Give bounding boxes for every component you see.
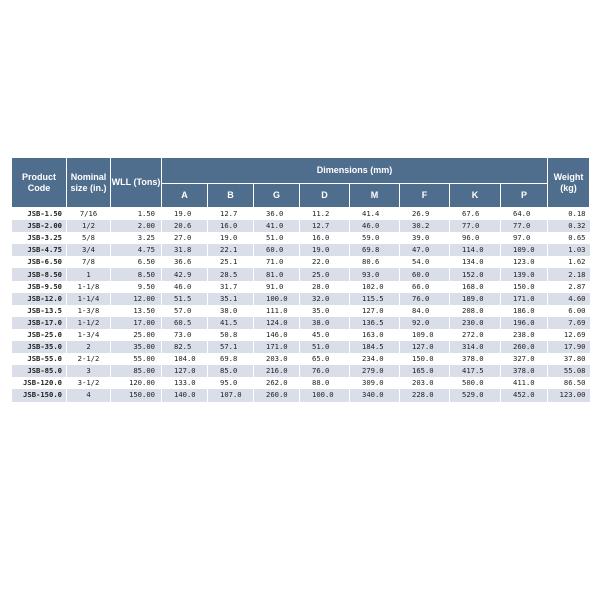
cell-dim-d: 19.0: [300, 244, 350, 256]
cell-wll: 3.25: [111, 232, 162, 244]
cell-dim-k: 114.0: [450, 244, 501, 256]
table-row: [12, 244, 590, 256]
cell-weight: 0.32: [548, 220, 590, 232]
cell-dim-b: 50.8: [208, 329, 254, 341]
header-dim-m: M: [350, 184, 400, 208]
header-product-code: Product Code: [12, 158, 67, 208]
cell-nominal-size: 3-1/2: [67, 377, 111, 389]
cell-weight: 0.65: [548, 232, 590, 244]
cell-dim-m: 234.0: [350, 353, 400, 365]
cell-dim-p: 260.0: [501, 341, 548, 353]
cell-dim-f: 47.0: [400, 244, 450, 256]
cell-wll: 17.00: [111, 317, 162, 329]
header-dim-f: F: [400, 184, 450, 208]
header-wll: WLL (Tons): [111, 158, 162, 208]
cell-dim-k: 500.0: [450, 377, 501, 389]
cell-dim-d: 45.0: [300, 329, 350, 341]
cell-dim-b: 22.1: [208, 244, 254, 256]
cell-dim-g: 41.0: [254, 220, 300, 232]
cell-nominal-size: 1-1/8: [67, 281, 111, 293]
cell-dim-p: 97.0: [501, 232, 548, 244]
cell-dim-m: 93.0: [350, 268, 400, 280]
cell-dim-b: 41.5: [208, 317, 254, 329]
cell-dim-p: 109.0: [501, 244, 548, 256]
table-row: [12, 329, 590, 341]
cell-dim-f: 165.0: [400, 365, 450, 377]
cell-dim-p: 171.0: [501, 293, 548, 305]
cell-product-code: JSB-25.0: [12, 329, 67, 341]
header-dim-b: B: [208, 184, 254, 208]
cell-dim-m: 59.0: [350, 232, 400, 244]
table-row: [12, 256, 590, 268]
table-row: [12, 389, 590, 401]
cell-nominal-size: 5/8: [67, 232, 111, 244]
cell-dim-f: 150.0: [400, 353, 450, 365]
cell-dim-b: 16.0: [208, 220, 254, 232]
cell-weight: 17.90: [548, 341, 590, 353]
cell-dim-k: 96.0: [450, 232, 501, 244]
cell-dim-a: 20.6: [162, 220, 208, 232]
cell-dim-k: 230.0: [450, 317, 501, 329]
cell-dim-p: 378.0: [501, 365, 548, 377]
cell-weight: 37.80: [548, 353, 590, 365]
cell-wll: 150.00: [111, 389, 162, 401]
cell-dim-m: 46.0: [350, 220, 400, 232]
cell-product-code: JSB-35.0: [12, 341, 67, 353]
cell-dim-m: 102.0: [350, 281, 400, 293]
cell-dim-b: 12.7: [208, 208, 254, 221]
cell-nominal-size: 2: [67, 341, 111, 353]
cell-weight: 86.50: [548, 377, 590, 389]
cell-dim-g: 51.0: [254, 232, 300, 244]
cell-dim-f: 228.0: [400, 389, 450, 401]
cell-wll: 6.50: [111, 256, 162, 268]
cell-nominal-size: 3/4: [67, 244, 111, 256]
cell-dim-k: 314.0: [450, 341, 501, 353]
cell-wll: 55.00: [111, 353, 162, 365]
cell-nominal-size: 4: [67, 389, 111, 401]
header-weight: Weight (kg): [548, 158, 590, 208]
cell-dim-k: 152.0: [450, 268, 501, 280]
cell-dim-g: 216.0: [254, 365, 300, 377]
cell-dim-d: 25.0: [300, 268, 350, 280]
cell-nominal-size: 7/8: [67, 256, 111, 268]
cell-dim-a: 82.5: [162, 341, 208, 353]
cell-dim-k: 134.0: [450, 256, 501, 268]
cell-dim-f: 127.0: [400, 341, 450, 353]
cell-weight: 6.00: [548, 305, 590, 317]
cell-dim-g: 203.0: [254, 353, 300, 365]
cell-dim-d: 76.0: [300, 365, 350, 377]
cell-dim-b: 31.7: [208, 281, 254, 293]
cell-dim-b: 95.0: [208, 377, 254, 389]
cell-dim-d: 16.0: [300, 232, 350, 244]
cell-nominal-size: 1: [67, 268, 111, 280]
cell-dim-a: 104.0: [162, 353, 208, 365]
table-row: [12, 208, 590, 221]
cell-dim-k: 272.0: [450, 329, 501, 341]
cell-dim-a: 57.0: [162, 305, 208, 317]
cell-weight: 2.87: [548, 281, 590, 293]
cell-dim-p: 139.0: [501, 268, 548, 280]
cell-dim-m: 80.6: [350, 256, 400, 268]
cell-wll: 25.00: [111, 329, 162, 341]
cell-wll: 9.50: [111, 281, 162, 293]
header-dimensions: Dimensions (mm): [162, 158, 548, 184]
cell-dim-b: 25.1: [208, 256, 254, 268]
specification-table-container: [11, 157, 589, 402]
cell-dim-a: 60.5: [162, 317, 208, 329]
table-row: [12, 353, 590, 365]
cell-dim-g: 60.0: [254, 244, 300, 256]
cell-product-code: JSB-3.25: [12, 232, 67, 244]
cell-dim-m: 309.0: [350, 377, 400, 389]
cell-wll: 120.00: [111, 377, 162, 389]
cell-dim-k: 208.0: [450, 305, 501, 317]
cell-dim-k: 529.0: [450, 389, 501, 401]
cell-dim-g: 124.0: [254, 317, 300, 329]
cell-product-code: JSB-55.0: [12, 353, 67, 365]
cell-dim-m: 136.5: [350, 317, 400, 329]
cell-product-code: JSB-17.0: [12, 317, 67, 329]
cell-dim-p: 64.0: [501, 208, 548, 221]
cell-dim-f: 203.0: [400, 377, 450, 389]
cell-dim-k: 417.5: [450, 365, 501, 377]
table-row: [12, 341, 590, 353]
cell-dim-m: 279.0: [350, 365, 400, 377]
cell-dim-a: 42.9: [162, 268, 208, 280]
table-row: [12, 377, 590, 389]
cell-dim-a: 19.0: [162, 208, 208, 221]
table-header: [12, 158, 590, 208]
cell-wll: 13.50: [111, 305, 162, 317]
cell-dim-g: 260.0: [254, 389, 300, 401]
cell-dim-m: 41.4: [350, 208, 400, 221]
header-dim-p: P: [501, 184, 548, 208]
cell-dim-p: 196.0: [501, 317, 548, 329]
cell-dim-b: 69.8: [208, 353, 254, 365]
cell-dim-f: 54.0: [400, 256, 450, 268]
cell-dim-d: 38.0: [300, 317, 350, 329]
cell-dim-f: 76.0: [400, 293, 450, 305]
cell-dim-g: 81.0: [254, 268, 300, 280]
cell-dim-d: 28.0: [300, 281, 350, 293]
cell-wll: 4.75: [111, 244, 162, 256]
cell-weight: 1.03: [548, 244, 590, 256]
cell-dim-b: 85.0: [208, 365, 254, 377]
cell-dim-d: 100.0: [300, 389, 350, 401]
cell-wll: 8.50: [111, 268, 162, 280]
cell-dim-f: 92.0: [400, 317, 450, 329]
cell-product-code: JSB-150.0: [12, 389, 67, 401]
table-row: [12, 281, 590, 293]
header-dim-d: D: [300, 184, 350, 208]
cell-dim-m: 184.5: [350, 341, 400, 353]
cell-product-code: JSB-13.5: [12, 305, 67, 317]
table-row: [12, 220, 590, 232]
shackle-specification-table: [11, 157, 590, 402]
cell-nominal-size: 1/2: [67, 220, 111, 232]
cell-dim-f: 66.0: [400, 281, 450, 293]
cell-dim-f: 109.0: [400, 329, 450, 341]
cell-weight: 0.18: [548, 208, 590, 221]
cell-dim-k: 77.0: [450, 220, 501, 232]
cell-product-code: JSB-1.50: [12, 208, 67, 221]
cell-wll: 85.00: [111, 365, 162, 377]
cell-dim-f: 26.9: [400, 208, 450, 221]
cell-dim-b: 107.0: [208, 389, 254, 401]
cell-dim-m: 127.0: [350, 305, 400, 317]
cell-weight: 4.60: [548, 293, 590, 305]
cell-dim-k: 67.6: [450, 208, 501, 221]
cell-dim-b: 19.0: [208, 232, 254, 244]
table-row: [12, 317, 590, 329]
cell-dim-a: 73.0: [162, 329, 208, 341]
cell-dim-m: 340.0: [350, 389, 400, 401]
cell-wll: 35.00: [111, 341, 162, 353]
cell-dim-p: 238.0: [501, 329, 548, 341]
cell-dim-k: 189.0: [450, 293, 501, 305]
cell-dim-m: 163.0: [350, 329, 400, 341]
cell-dim-d: 11.2: [300, 208, 350, 221]
cell-dim-d: 88.0: [300, 377, 350, 389]
cell-dim-a: 127.0: [162, 365, 208, 377]
cell-product-code: JSB-2.00: [12, 220, 67, 232]
cell-product-code: JSB-6.50: [12, 256, 67, 268]
cell-dim-a: 46.0: [162, 281, 208, 293]
header-nominal-size: Nominal size (in.): [67, 158, 111, 208]
cell-dim-d: 35.0: [300, 305, 350, 317]
cell-dim-a: 51.5: [162, 293, 208, 305]
cell-dim-g: 100.0: [254, 293, 300, 305]
cell-dim-p: 327.0: [501, 353, 548, 365]
header-dim-a: A: [162, 184, 208, 208]
cell-dim-d: 51.0: [300, 341, 350, 353]
cell-dim-a: 133.0: [162, 377, 208, 389]
cell-nominal-size: 1-1/2: [67, 317, 111, 329]
cell-nominal-size: 3: [67, 365, 111, 377]
cell-wll: 2.00: [111, 220, 162, 232]
cell-product-code: JSB-85.0: [12, 365, 67, 377]
cell-dim-d: 65.0: [300, 353, 350, 365]
cell-product-code: JSB-120.0: [12, 377, 67, 389]
cell-product-code: JSB-8.50: [12, 268, 67, 280]
cell-dim-p: 186.0: [501, 305, 548, 317]
cell-dim-a: 27.0: [162, 232, 208, 244]
cell-dim-g: 36.0: [254, 208, 300, 221]
cell-dim-f: 30.2: [400, 220, 450, 232]
cell-dim-p: 150.0: [501, 281, 548, 293]
cell-dim-b: 28.5: [208, 268, 254, 280]
cell-dim-g: 71.0: [254, 256, 300, 268]
table-row: [12, 232, 590, 244]
table-row: [12, 268, 590, 280]
cell-dim-b: 35.1: [208, 293, 254, 305]
cell-dim-f: 60.0: [400, 268, 450, 280]
cell-wll: 1.50: [111, 208, 162, 221]
cell-dim-b: 38.0: [208, 305, 254, 317]
cell-dim-p: 452.0: [501, 389, 548, 401]
cell-dim-g: 111.0: [254, 305, 300, 317]
cell-dim-g: 146.0: [254, 329, 300, 341]
cell-dim-k: 168.0: [450, 281, 501, 293]
cell-weight: 7.69: [548, 317, 590, 329]
cell-product-code: JSB-12.0: [12, 293, 67, 305]
cell-dim-m: 69.8: [350, 244, 400, 256]
cell-dim-p: 123.0: [501, 256, 548, 268]
cell-dim-g: 91.0: [254, 281, 300, 293]
cell-nominal-size: 7/16: [67, 208, 111, 221]
cell-dim-k: 378.0: [450, 353, 501, 365]
cell-weight: 1.62: [548, 256, 590, 268]
cell-product-code: JSB-9.50: [12, 281, 67, 293]
table-row: [12, 293, 590, 305]
cell-wll: 12.00: [111, 293, 162, 305]
cell-nominal-size: 2-1/2: [67, 353, 111, 365]
cell-dim-b: 57.1: [208, 341, 254, 353]
cell-dim-f: 39.0: [400, 232, 450, 244]
table-row: [12, 365, 590, 377]
cell-dim-f: 84.0: [400, 305, 450, 317]
table-body: [12, 208, 590, 402]
cell-product-code: JSB-4.75: [12, 244, 67, 256]
header-dim-g: G: [254, 184, 300, 208]
cell-nominal-size: 1-3/4: [67, 329, 111, 341]
cell-dim-a: 140.0: [162, 389, 208, 401]
cell-nominal-size: 1-1/4: [67, 293, 111, 305]
cell-dim-p: 77.0: [501, 220, 548, 232]
cell-dim-d: 12.7: [300, 220, 350, 232]
cell-dim-p: 411.0: [501, 377, 548, 389]
cell-dim-d: 32.0: [300, 293, 350, 305]
cell-weight: 123.00: [548, 389, 590, 401]
cell-dim-g: 262.0: [254, 377, 300, 389]
cell-nominal-size: 1-3/8: [67, 305, 111, 317]
table-row: [12, 305, 590, 317]
cell-weight: 2.18: [548, 268, 590, 280]
cell-dim-m: 115.5: [350, 293, 400, 305]
header-dim-k: K: [450, 184, 501, 208]
cell-dim-g: 171.0: [254, 341, 300, 353]
cell-dim-a: 31.8: [162, 244, 208, 256]
cell-dim-d: 22.0: [300, 256, 350, 268]
cell-weight: 12.69: [548, 329, 590, 341]
cell-dim-a: 36.6: [162, 256, 208, 268]
cell-weight: 55.08: [548, 365, 590, 377]
